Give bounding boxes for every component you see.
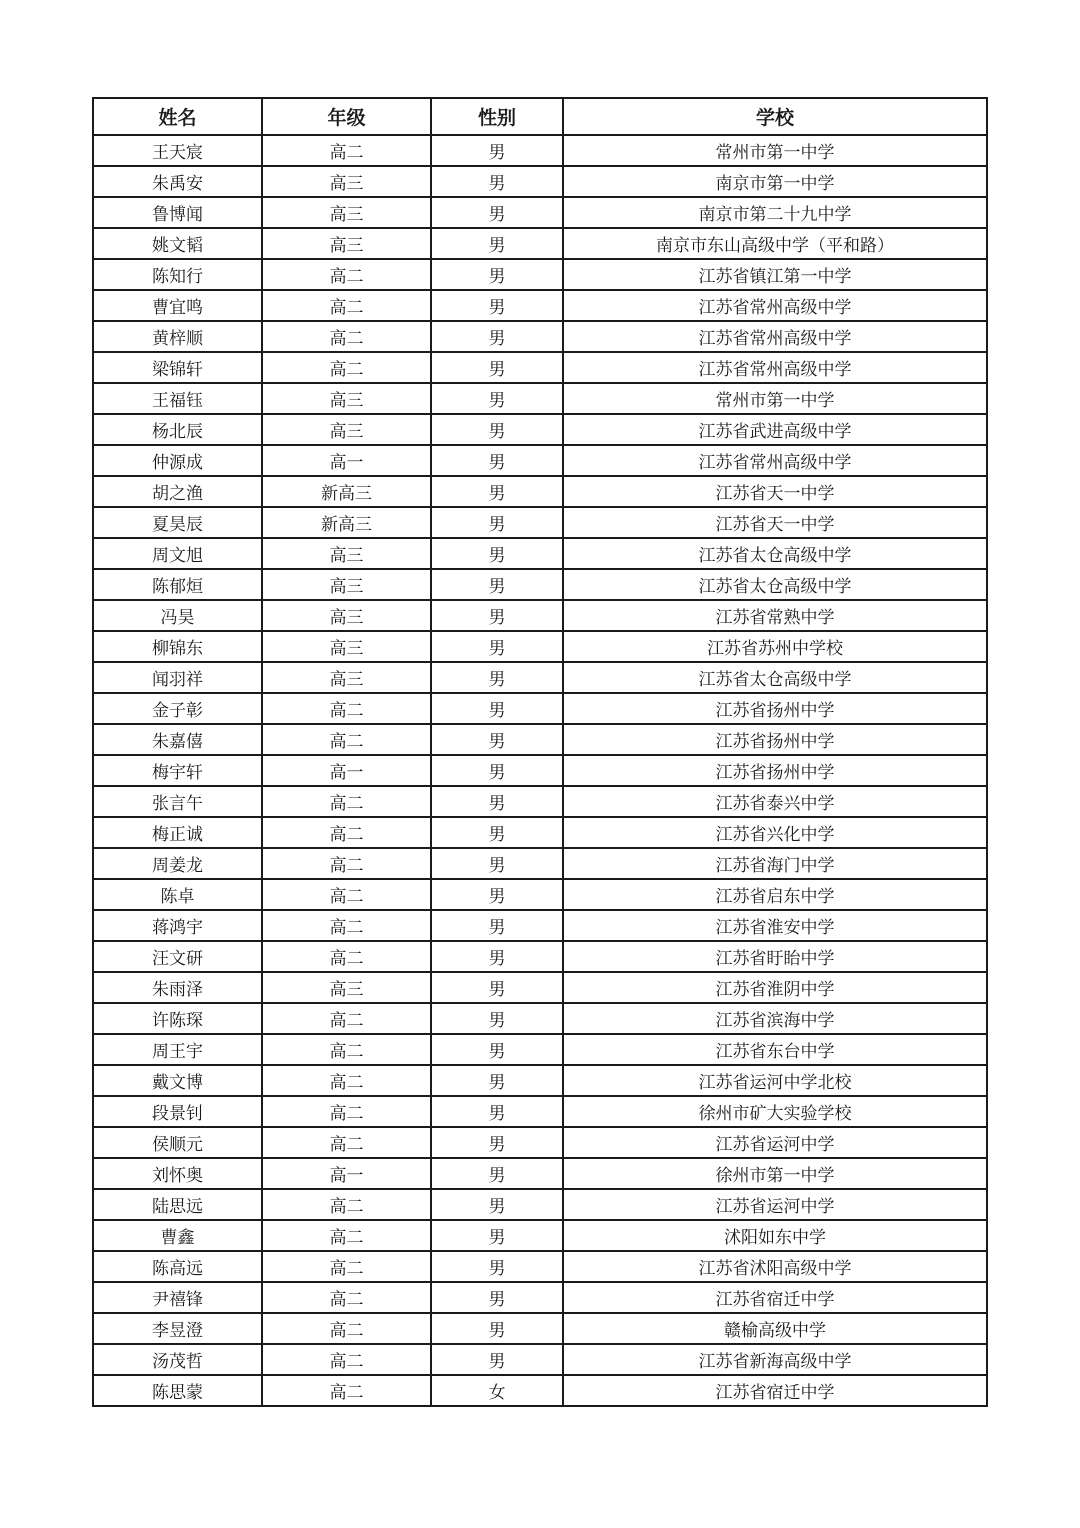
- cell-school: 江苏省运河中学: [563, 1189, 987, 1220]
- table-row: [93, 879, 987, 910]
- cell-school: 江苏省沭阳高级中学: [563, 1251, 987, 1282]
- table-row: [93, 755, 987, 786]
- table-row: [93, 693, 987, 724]
- cell-gender: 男: [431, 662, 563, 693]
- cell-grade: 新高三: [262, 476, 431, 507]
- cell-gender: 男: [431, 135, 563, 166]
- cell-name: 胡之渔: [93, 476, 262, 507]
- cell-gender: 男: [431, 1065, 563, 1096]
- table-row: [93, 476, 987, 507]
- cell-name: 杨北辰: [93, 414, 262, 445]
- cell-grade: 高二: [262, 1189, 431, 1220]
- cell-gender: 男: [431, 600, 563, 631]
- cell-name: 金子彰: [93, 693, 262, 724]
- cell-grade: 高二: [262, 1344, 431, 1375]
- table-row: [93, 941, 987, 972]
- cell-grade: 高三: [262, 197, 431, 228]
- cell-school: 江苏省苏州中学校: [563, 631, 987, 662]
- cell-school: 江苏省太仓高级中学: [563, 538, 987, 569]
- cell-grade: 高二: [262, 290, 431, 321]
- cell-gender: 男: [431, 290, 563, 321]
- cell-school: 南京市第一中学: [563, 166, 987, 197]
- table-row: [93, 228, 987, 259]
- cell-name: 段景钊: [93, 1096, 262, 1127]
- cell-name: 柳锦东: [93, 631, 262, 662]
- table-row: [93, 662, 987, 693]
- cell-grade: 高二: [262, 693, 431, 724]
- cell-gender: 男: [431, 1282, 563, 1313]
- cell-grade: 高二: [262, 352, 431, 383]
- cell-grade: 高二: [262, 1096, 431, 1127]
- cell-gender: 男: [431, 383, 563, 414]
- cell-grade: 高二: [262, 786, 431, 817]
- cell-grade: 高二: [262, 1003, 431, 1034]
- cell-grade: 高二: [262, 817, 431, 848]
- table-row: [93, 414, 987, 445]
- cell-school: 江苏省新海高级中学: [563, 1344, 987, 1375]
- cell-grade: 高二: [262, 321, 431, 352]
- cell-school: 常州市第一中学: [563, 135, 987, 166]
- cell-gender: 男: [431, 538, 563, 569]
- table-row: [93, 972, 987, 1003]
- cell-name: 周姜龙: [93, 848, 262, 879]
- cell-name: 朱嘉僖: [93, 724, 262, 755]
- cell-gender: 男: [431, 941, 563, 972]
- cell-name: 李昱澄: [93, 1313, 262, 1344]
- cell-name: 朱禹安: [93, 166, 262, 197]
- cell-gender: 男: [431, 724, 563, 755]
- table-row: [93, 321, 987, 352]
- cell-school: 江苏省常熟中学: [563, 600, 987, 631]
- cell-school: 江苏省宿迁中学: [563, 1375, 987, 1406]
- table-row: [93, 848, 987, 879]
- cell-grade: 高二: [262, 1034, 431, 1065]
- cell-school: 江苏省常州高级中学: [563, 352, 987, 383]
- cell-name: 冯昊: [93, 600, 262, 631]
- cell-gender: 男: [431, 166, 563, 197]
- cell-name: 汤茂哲: [93, 1344, 262, 1375]
- cell-grade: 高一: [262, 755, 431, 786]
- cell-gender: 男: [431, 476, 563, 507]
- header-gender: 性别: [431, 98, 563, 135]
- cell-school: 江苏省天一中学: [563, 507, 987, 538]
- cell-school: 江苏省运河中学: [563, 1127, 987, 1158]
- table-row: [93, 817, 987, 848]
- table-row: [93, 1344, 987, 1375]
- cell-name: 陆思远: [93, 1189, 262, 1220]
- header-name: 姓名: [93, 98, 262, 135]
- table-row: [93, 600, 987, 631]
- table-row: [93, 166, 987, 197]
- cell-gender: 男: [431, 197, 563, 228]
- cell-grade: 高二: [262, 1282, 431, 1313]
- cell-name: 鲁博闻: [93, 197, 262, 228]
- table-row: [93, 1313, 987, 1344]
- cell-grade: 高三: [262, 600, 431, 631]
- cell-grade: 高三: [262, 228, 431, 259]
- cell-grade: 高二: [262, 1220, 431, 1251]
- cell-school: 常州市第一中学: [563, 383, 987, 414]
- document-page: [92, 97, 986, 1407]
- cell-school: 江苏省太仓高级中学: [563, 569, 987, 600]
- cell-grade: 高三: [262, 538, 431, 569]
- cell-school: 南京市第二十九中学: [563, 197, 987, 228]
- table-row: [93, 1220, 987, 1251]
- table-row: [93, 786, 987, 817]
- table-body: [93, 135, 987, 1406]
- cell-gender: 男: [431, 352, 563, 383]
- cell-gender: 男: [431, 259, 563, 290]
- cell-name: 尹禧锋: [93, 1282, 262, 1313]
- cell-school: 江苏省镇江第一中学: [563, 259, 987, 290]
- cell-name: 梅正诚: [93, 817, 262, 848]
- cell-school: 江苏省滨海中学: [563, 1003, 987, 1034]
- cell-grade: 高一: [262, 445, 431, 476]
- cell-school: 江苏省运河中学北校: [563, 1065, 987, 1096]
- cell-name: 汪文研: [93, 941, 262, 972]
- cell-gender: 男: [431, 848, 563, 879]
- cell-name: 刘怀奥: [93, 1158, 262, 1189]
- table-row: [93, 1282, 987, 1313]
- cell-gender: 女: [431, 1375, 563, 1406]
- cell-grade: 高二: [262, 724, 431, 755]
- cell-school: 江苏省武进高级中学: [563, 414, 987, 445]
- cell-school: 江苏省海门中学: [563, 848, 987, 879]
- cell-gender: 男: [431, 445, 563, 476]
- cell-gender: 男: [431, 786, 563, 817]
- cell-school: 江苏省扬州中学: [563, 724, 987, 755]
- cell-school: 江苏省宿迁中学: [563, 1282, 987, 1313]
- cell-name: 仲源成: [93, 445, 262, 476]
- table-row: [93, 724, 987, 755]
- table-row: [93, 197, 987, 228]
- cell-name: 王天宸: [93, 135, 262, 166]
- cell-school: 江苏省东台中学: [563, 1034, 987, 1065]
- table-header: [93, 98, 987, 135]
- cell-grade: 高二: [262, 1065, 431, 1096]
- table-row: [93, 631, 987, 662]
- table-row: [93, 910, 987, 941]
- table-row: [93, 1189, 987, 1220]
- table-row: [93, 1127, 987, 1158]
- cell-gender: 男: [431, 228, 563, 259]
- table-row: [93, 1065, 987, 1096]
- table-row: [93, 445, 987, 476]
- cell-gender: 男: [431, 631, 563, 662]
- cell-school: 赣榆高级中学: [563, 1313, 987, 1344]
- cell-school: 江苏省太仓高级中学: [563, 662, 987, 693]
- cell-grade: 高二: [262, 1251, 431, 1282]
- table-row: [93, 1034, 987, 1065]
- cell-school: 江苏省兴化中学: [563, 817, 987, 848]
- cell-gender: 男: [431, 1127, 563, 1158]
- cell-gender: 男: [431, 1220, 563, 1251]
- cell-name: 闻羽祥: [93, 662, 262, 693]
- cell-name: 王福钰: [93, 383, 262, 414]
- cell-gender: 男: [431, 693, 563, 724]
- cell-grade: 高二: [262, 135, 431, 166]
- cell-grade: 高二: [262, 1375, 431, 1406]
- cell-school: 沭阳如东中学: [563, 1220, 987, 1251]
- cell-name: 曹宜鸣: [93, 290, 262, 321]
- table-row: [93, 1251, 987, 1282]
- cell-grade: 高三: [262, 569, 431, 600]
- cell-school: 江苏省淮安中学: [563, 910, 987, 941]
- table-row: [93, 1375, 987, 1406]
- cell-gender: 男: [431, 1344, 563, 1375]
- cell-school: 江苏省启东中学: [563, 879, 987, 910]
- cell-school: 江苏省常州高级中学: [563, 321, 987, 352]
- cell-school: 江苏省盱眙中学: [563, 941, 987, 972]
- cell-gender: 男: [431, 1034, 563, 1065]
- cell-gender: 男: [431, 414, 563, 445]
- cell-school: 徐州市矿大实验学校: [563, 1096, 987, 1127]
- cell-name: 陈高远: [93, 1251, 262, 1282]
- cell-name: 黄梓顺: [93, 321, 262, 352]
- cell-name: 蒋鸿宇: [93, 910, 262, 941]
- cell-gender: 男: [431, 755, 563, 786]
- cell-name: 张言午: [93, 786, 262, 817]
- cell-name: 梅宇轩: [93, 755, 262, 786]
- cell-school: 江苏省扬州中学: [563, 693, 987, 724]
- cell-name: 周王宇: [93, 1034, 262, 1065]
- cell-gender: 男: [431, 1251, 563, 1282]
- table-row: [93, 538, 987, 569]
- cell-grade: 新高三: [262, 507, 431, 538]
- cell-grade: 高三: [262, 414, 431, 445]
- cell-name: 陈思蒙: [93, 1375, 262, 1406]
- cell-grade: 高三: [262, 631, 431, 662]
- table-row: [93, 1096, 987, 1127]
- cell-name: 许陈琛: [93, 1003, 262, 1034]
- cell-gender: 男: [431, 817, 563, 848]
- table-row: [93, 383, 987, 414]
- cell-name: 姚文韬: [93, 228, 262, 259]
- cell-grade: 高二: [262, 1313, 431, 1344]
- cell-name: 朱雨泽: [93, 972, 262, 1003]
- header-school: 学校: [563, 98, 987, 135]
- cell-school: 南京市东山高级中学（平和路）: [563, 228, 987, 259]
- cell-gender: 男: [431, 1158, 563, 1189]
- cell-grade: 高三: [262, 972, 431, 1003]
- cell-grade: 高二: [262, 848, 431, 879]
- table-row: [93, 259, 987, 290]
- cell-grade: 高一: [262, 1158, 431, 1189]
- table-row: [93, 352, 987, 383]
- cell-name: 曹鑫: [93, 1220, 262, 1251]
- cell-gender: 男: [431, 1313, 563, 1344]
- cell-grade: 高三: [262, 662, 431, 693]
- cell-gender: 男: [431, 321, 563, 352]
- cell-grade: 高二: [262, 1127, 431, 1158]
- cell-name: 侯顺元: [93, 1127, 262, 1158]
- cell-name: 陈郁烜: [93, 569, 262, 600]
- cell-grade: 高二: [262, 879, 431, 910]
- student-roster-table: [92, 97, 988, 1407]
- cell-gender: 男: [431, 569, 563, 600]
- cell-grade: 高二: [262, 941, 431, 972]
- cell-gender: 男: [431, 910, 563, 941]
- cell-grade: 高三: [262, 383, 431, 414]
- cell-name: 戴文博: [93, 1065, 262, 1096]
- header-row: [93, 98, 987, 135]
- cell-gender: 男: [431, 879, 563, 910]
- cell-gender: 男: [431, 1096, 563, 1127]
- cell-name: 周文旭: [93, 538, 262, 569]
- cell-grade: 高三: [262, 166, 431, 197]
- cell-gender: 男: [431, 1003, 563, 1034]
- cell-school: 江苏省泰兴中学: [563, 786, 987, 817]
- cell-school: 江苏省天一中学: [563, 476, 987, 507]
- table-row: [93, 135, 987, 166]
- cell-grade: 高二: [262, 910, 431, 941]
- cell-school: 江苏省扬州中学: [563, 755, 987, 786]
- cell-school: 江苏省常州高级中学: [563, 445, 987, 476]
- table-row: [93, 290, 987, 321]
- cell-grade: 高二: [262, 259, 431, 290]
- cell-name: 梁锦轩: [93, 352, 262, 383]
- table-row: [93, 1003, 987, 1034]
- cell-gender: 男: [431, 507, 563, 538]
- table-row: [93, 507, 987, 538]
- header-grade: 年级: [262, 98, 431, 135]
- table-row: [93, 569, 987, 600]
- cell-school: 徐州市第一中学: [563, 1158, 987, 1189]
- cell-name: 夏昊辰: [93, 507, 262, 538]
- cell-gender: 男: [431, 1189, 563, 1220]
- cell-name: 陈卓: [93, 879, 262, 910]
- table-row: [93, 1158, 987, 1189]
- cell-school: 江苏省淮阴中学: [563, 972, 987, 1003]
- cell-school: 江苏省常州高级中学: [563, 290, 987, 321]
- cell-gender: 男: [431, 972, 563, 1003]
- cell-name: 陈知行: [93, 259, 262, 290]
